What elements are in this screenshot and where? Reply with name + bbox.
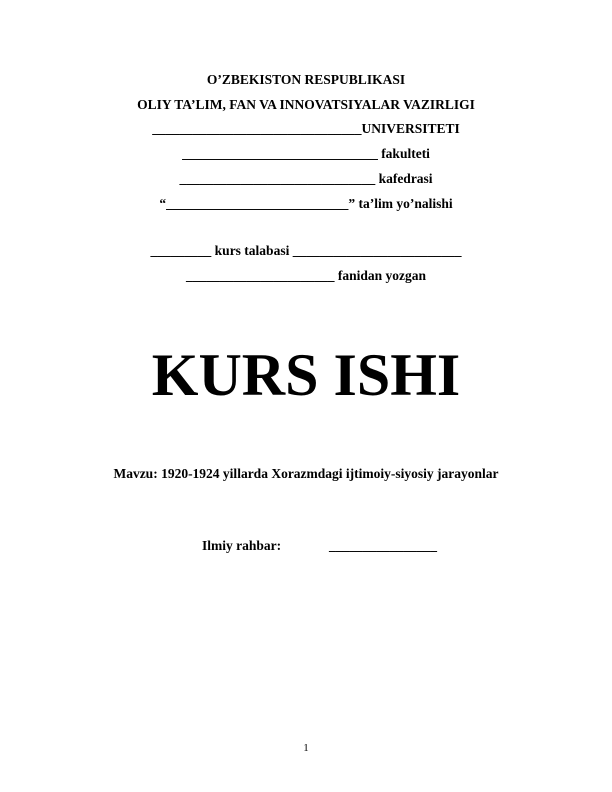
- country-name: O’ZBEKISTON RESPUBLIKASI: [206, 72, 406, 87]
- department-line: _____________________________ kafedrasi: [179, 171, 433, 186]
- course-student-line: _________ kurs talabasi _________________________: [150, 243, 462, 258]
- advisor-label: Ilmiy rahbar:: [202, 538, 282, 553]
- ministry-name: OLIY TA’LIM, FAN VA INNOVATSIYALAR VAZIRLIGI: [137, 97, 475, 112]
- subject-line: ______________________ fanidan yozgan: [185, 268, 427, 283]
- topic-line: Mavzu: 1920-1924 yillarda Xorazmdagi ijtimoiy-siyosiy jarayonlar: [113, 466, 499, 481]
- faculty-line: _____________________________ fakulteti: [182, 146, 430, 161]
- document-title: KURS ISHI: [151, 342, 461, 408]
- advisor-blank: ________________: [329, 538, 437, 553]
- page-number: 1: [303, 742, 309, 754]
- university-line: _______________________________UNIVERSITETI: [152, 121, 460, 136]
- program-line: “___________________________” ta’lim yo’nalishi: [159, 196, 453, 211]
